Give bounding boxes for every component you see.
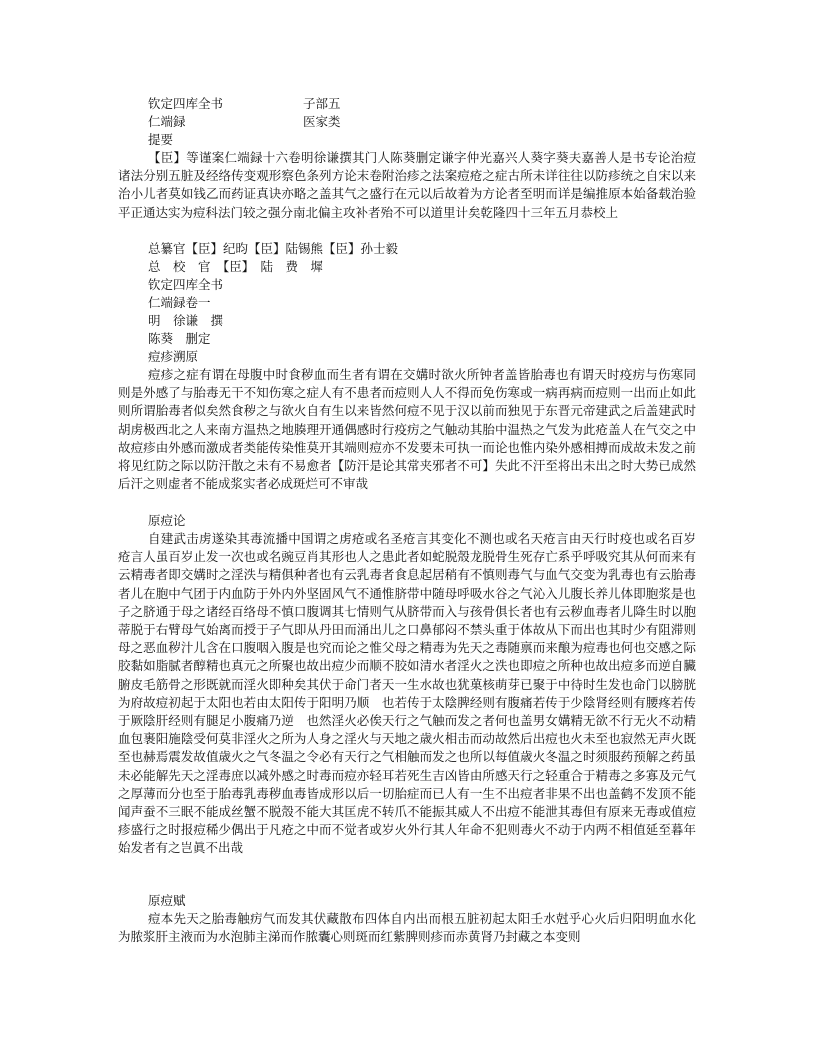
author-line: 明 徐谦 撰 bbox=[148, 313, 224, 328]
summary-paragraph: 【臣】等谨案仁端録十六卷明徐谦撰其门人陈葵删定谦字仲光嘉兴人葵字葵夫嘉善人是书专论治痘诸法分别五脏及经络传变观形察色条列方论末卷附治疹之法案痘疮之症古所未详往往以防疹统之自宋以来治小儿者莫如钱乙而药证真诀亦略之盖其气之盛行在元以后故着为方论者至明而详是编推原本始备载治验平正通达实为痘科法门较之强分南北偏主攻补者殆不可以道里计矣乾隆四十三年五月恭校上 bbox=[118, 150, 696, 220]
officers-line-1: 总纂官【臣】纪昀【臣】陆锡熊【臣】孙士毅 bbox=[148, 241, 399, 256]
section-text: 痘疹之症有谓在母腹中时食秽血而生者有谓在交媾时欲火所钟者盖皆胎毒也有谓天时疫疠与伤寒同则是外感了与胎毒无干不知伤寒之症人有不患者而痘则人人不得而免伤寒或一病再病而痘则一出而止如此则所谓胎毒者似矣然食秽之与欲火自有生以来皆然何痘不见于汉以前而独见于东晋元帝建武之后盖建武时胡虏极西北之人来南方温热之地腠理开通偶感时行疫疠之气触动其胎中温热之气发为此疮盖人在气交之中故痘疹由外感而激成者类能传染惟莫开其端则痘亦不发要未可执一而论也惟内染外感相搏而成故未发之前将见红防之际以防汗散之未有不易愈者【防汗是论其常夹邪者不可】失此不汗至将出未出之时大势已成然后汗之则虚者不能成浆实者必成斑烂可不审哉 bbox=[118, 367, 696, 492]
section-title: 痘疹溯原 bbox=[148, 349, 199, 364]
section-title: 原痘赋 bbox=[148, 893, 186, 908]
section-title: 原痘论 bbox=[148, 513, 186, 528]
subcategory-label: 医家类 bbox=[303, 114, 341, 129]
category-label: 子部五 bbox=[303, 96, 341, 111]
header-row-1 bbox=[148, 95, 341, 113]
section-text: 自建武击虏遂染其毒流播中国谓之虏疮或名圣疮言其变化不测也或名天疮言由天行时疫也或名百岁疮言人虽百岁止发一次也或名豌豆肖其形也人之患此者如蛇脱殼龙脱骨生死存亡系乎呼吸究其从何而来有云精毒者即交媾时之淫泆与精俱种者也有云乳毒者食息起居稍有不慎则毒气与血气交变为乳毒也有云胎毒者儿在胞中气团于内血防于外内外坚固风气不通惟脐带中随母呼吸水谷之气沁入儿腹长养儿体即胞浆是也子之脐通于母之诸经百络母不慎口腹调其七情则气从脐带而入与孩骨俱长者也有云秽血毒者儿降生时以胞蒂脱于右臂母气始离而授于子气即从丹田而涌出儿之口鼻郁闷不禁头重于体故从下而出也其时少有阻滞则母之恶血秽汁儿含在口腹咽入腹是也究而论之惟父母之精毒为先天之毒随禀而来酿为痘毒也何也交感之际胶黏如脂腻者醇精也真元之所聚也故出痘少而顺不胶如清水者淫火之泆也即痘之所种也故出痘多而逆自臟腑皮毛筋骨之形既就而淫火即种矣其伏于命门者天一生水故也犹菓核萌芽已聚于中待时生发也命门以膀胱为府故痘初起于太阳也若由太阳传于阳明乃顺 也若传于太陰脾经则有腹痛若传于少陰肾经则有腰疼若传于厥陰肝经则有腿足小腹痛乃逆 也然淫火必俟天行之气触而发之者何也盖男女媾精无欲不行无火不动精血包裹阳施陰受何莫非淫火之所为人身之淫火与天地之歳火相击而动故然后出痘也火未至也寂然无声火既至也赫焉震发故值歳火之气冬温之令必有天行之气相触而发之也所以每值歳火冬温之时须服药预解之药虽未必能解先天之淫毒庶以减外感之时毒而痘亦轻耳若死生吉凶皆由所感天行之轻重合于精毒之多寡及元气之厚薄而分也至于胎毒乳毒秽血毒皆成形以后一切胎症而已人有一生不出痘者非果不出也盖鹤不发顶不能闻声蚕不三眠不能成丝蟹不脱殼不能大其匡虎不转爪不能振其威人不出痘不能泄其毒但有原来无毒或值痘疹盛行之时报痘稀少偶出于凡疮之中而不觉者或岁火外行其人年命不犯则毒火不动于内两不相值延至暮年始发者有之岂眞不出哉 bbox=[118, 531, 696, 856]
editor-line: 陈葵 删定 bbox=[148, 331, 211, 346]
header-row-2 bbox=[148, 113, 341, 131]
section-text: 痘本先天之胎毒触疠气而发其伏藏散布四体自内出而根五脏初起太阳壬水尅乎心火后归阳明血水化为脓浆肝主液而为水泡肺主涕而作脓囊心则斑而红紫脾则疹而赤黄肾乃封藏之本变则 bbox=[118, 911, 696, 945]
collection-title: 钦定四库全书 bbox=[148, 96, 224, 111]
volume-collection-title: 钦定四库全书 bbox=[148, 277, 224, 292]
tiyao-heading: 提要 bbox=[148, 132, 174, 147]
book-title: 仁端録 bbox=[148, 114, 186, 129]
officers-line-2: 总 校 官 【臣】 陆 费 墀 bbox=[148, 259, 324, 274]
volume-name: 仁端録卷一 bbox=[148, 295, 211, 310]
